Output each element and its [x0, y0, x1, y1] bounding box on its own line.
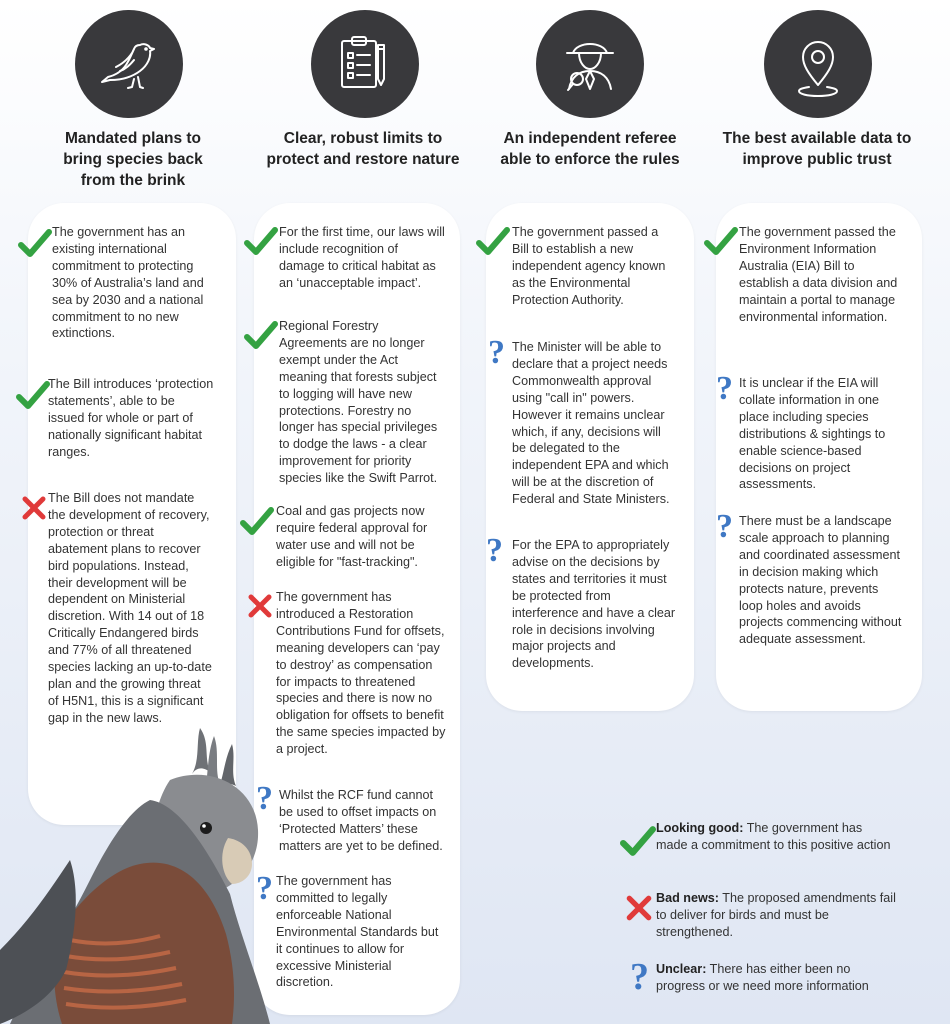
detective-icon	[555, 29, 625, 99]
check-icon	[244, 226, 278, 261]
check-icon	[476, 226, 510, 261]
question-icon: ?	[716, 370, 733, 407]
item-text: The government passed the Environment Information Australia (EIA) Bill to establish a data division and maintain a portal to manage environmental information.	[739, 225, 898, 324]
question-icon: ?	[488, 334, 505, 371]
legend-label: Unclear:	[656, 962, 707, 976]
item-text: The government passed a Bill to establish a new independent agency known as the Environmental Protection Authority.	[512, 225, 666, 307]
column-heading: An independent referee able to enforce the rules	[500, 130, 680, 168]
question-icon: ?	[486, 532, 503, 569]
legend-label: Looking good:	[656, 821, 744, 835]
item-text: The government has committed to legally enforceable National Environmental Standards but it continues to allow for excessive Ministerial discretion.	[276, 874, 439, 990]
item-text: Regional Forestry Agreements are no longer exempt under the Act meaning that forests subject to logging will have new protections. Forestry no longer has special privileges to dodge the laws - a clear improvement for priority species like the Swift Parrot.	[279, 319, 438, 486]
pin-icon-circle	[764, 10, 872, 118]
column-heading: The best available data to improve public trust	[722, 130, 912, 168]
question-icon: ?	[256, 870, 273, 907]
check-icon	[704, 226, 738, 261]
cross-icon	[246, 592, 274, 625]
clipboard-pen-icon	[330, 29, 400, 99]
item-text: For the first time, our laws will include recognition of damage to critical habitat as an ‘unacceptable impact’.	[279, 225, 445, 290]
item-text: The Minister will be able to declare that a project needs Commonwealth approval using "call in" powers. However it remains unclear which, if any, decisions will be delegated to the independent EPA and which will be at the discretion of Federal and State Ministers.	[512, 340, 670, 507]
item-text: For the EPA to appropriately advise on the decisions by states and territories it must be protected from interference and have a clear role in decisions involving major projects and developments.	[512, 538, 676, 671]
cross-icon	[20, 494, 48, 527]
question-icon: ?	[716, 508, 733, 545]
legend-text: The proposed amendments fail to deliver for birds and must be strengthened.	[656, 891, 896, 939]
item-text: The government has an existing international commitment to protecting 30% of Australia’s land and sea by 2030 and a national commitment to no new extinctions.	[52, 225, 204, 341]
check-icon	[244, 320, 278, 355]
legend-label: Bad news:	[656, 891, 719, 905]
check-icon	[18, 228, 52, 263]
item-text: The Bill introduces ‘protection statements’, able to be issued for whole or part of nationally significant habitat ranges.	[48, 377, 214, 459]
question-icon: ?	[630, 956, 649, 998]
question-icon: ?	[256, 780, 273, 817]
legend-text: There has either been no progress or we need more information	[656, 962, 869, 993]
item-text: The Bill does not mandate the development of recovery, protection or threat abatement plans to recover bird populations. Instead, their development will be dependent on Ministerial discretion. With 14 out of 18 Critically Endangered birds and 77% of all threatened species lacking an up-to-date plan and the growing threat of H5N1, this is a significant gap in the new laws.	[48, 491, 212, 725]
item-text: There must be a landscape scale approach to planning and coordinated assessment in decision making which protects nature, prevents loop holes and avoids projects commencing without adequate assessment.	[739, 514, 902, 647]
item-text: Coal and gas projects now require federal approval for water use and will not be eligible for "fast-tracking".	[276, 504, 428, 569]
item-text: It is unclear if the EIA will collate information in one place including species distributions & sightings to enable science-based decisions on project assessments.	[739, 376, 886, 492]
bird-icon	[94, 29, 164, 99]
location-pin-icon	[783, 29, 853, 99]
check-icon	[240, 506, 274, 541]
column-heading: Clear, robust limits to protect and restore nature	[266, 130, 460, 168]
legend-text: The government has made a commitment to this positive action	[656, 821, 891, 852]
column-heading: Mandated plans to bring species back from the brink	[63, 130, 203, 189]
item-text: Whilst the RCF fund cannot be used to offset impacts on ‘Protected Matters’ these matters are yet to be defined.	[279, 788, 443, 853]
cross-icon	[624, 893, 654, 928]
detective-icon-circle	[536, 10, 644, 118]
check-icon	[16, 380, 50, 415]
check-icon	[620, 825, 656, 862]
item-text: The government has introduced a Restoration Contributions Fund for offsets, meaning developers can ‘pay to destroy’ as compensation for impacts to threatened species and there is now no obligation for offsets to benefit the same species impacted by a project.	[276, 590, 446, 757]
clipboard-icon-circle	[311, 10, 419, 118]
gang-gang-cockatoo-illustration	[0, 720, 280, 1024]
bird-icon-circle	[75, 10, 183, 118]
